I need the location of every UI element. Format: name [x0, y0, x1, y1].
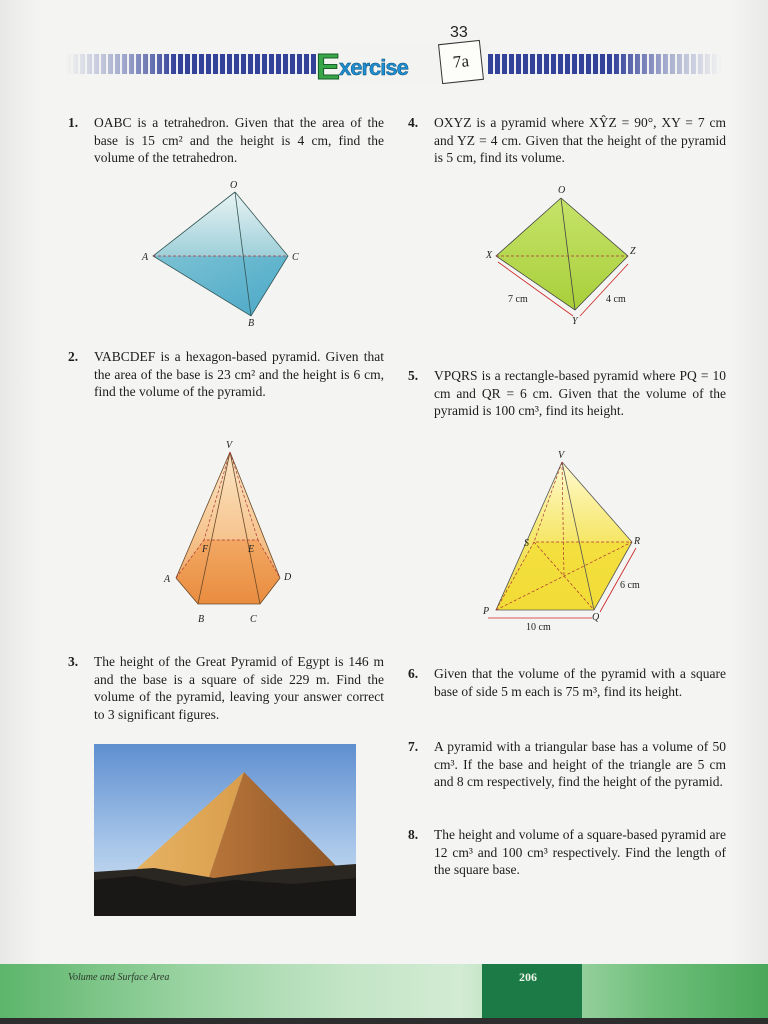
exercise-logo-e: E: [316, 46, 340, 87]
vertex-label-b: B: [198, 614, 205, 625]
exercise-number-tag: 7a: [438, 40, 484, 84]
exercise-logo: [316, 46, 408, 88]
vertex-label-e: E: [248, 544, 255, 555]
page-number: 206: [519, 970, 537, 984]
question-text: OABC is a tetrahedron. Given that the area of the base is 15 cm² and the height is 4 cm, find the volume of the tetrahedron.: [94, 115, 384, 165]
vertex-label-c: C: [292, 252, 299, 263]
vertex-label-a: A: [142, 252, 149, 263]
chapter-title: Volume and Surface Area: [68, 972, 170, 983]
question-number: 5.: [408, 368, 419, 383]
tetrahedron-diagram: [138, 180, 308, 330]
edge-label-yz: 4 cm: [606, 294, 626, 305]
vertex-label-f: F: [202, 544, 209, 555]
question-text: VPQRS is a rectangle-based pyramid where PQ = 10 cm and QR = 6 cm. Given that the volume of the pyramid is 100 cm³, find its height.: [434, 368, 726, 418]
vertex-label-o: O: [558, 185, 566, 196]
edge-label-pq: 10 cm: [526, 622, 551, 633]
rectangular-pyramid-diagram: [478, 448, 658, 638]
vertex-label-q: Q: [592, 612, 600, 623]
exercise-logo-word: xercise: [339, 55, 408, 80]
great-pyramid-image: [94, 744, 356, 916]
exercise-mark: 33: [450, 24, 468, 41]
vertex-label-y: Y: [572, 316, 578, 327]
triangular-pyramid-diagram: [478, 182, 658, 332]
vertex-label-d: D: [284, 572, 292, 583]
vertex-label-a: A: [164, 574, 171, 585]
question-number: 1.: [68, 115, 79, 130]
vertex-label-z: Z: [630, 246, 636, 257]
edge-label-xy: 7 cm: [508, 294, 528, 305]
question-text: The height and volume of a square-based pyramid are 12 cm³ and 100 cm³ respectively. Find the length of the square base.: [434, 827, 726, 877]
question-text: Given that the volume of the pyramid with a square base of side 5 m each is 75 m³, find its height.: [434, 666, 726, 699]
banner-fade-right: [612, 54, 722, 74]
vertex-label-v: V: [558, 450, 565, 461]
vertex-label-o: O: [230, 180, 238, 191]
vertex-label-p: P: [483, 606, 490, 617]
vertex-label-b: B: [248, 318, 255, 329]
edge-label-qr: 6 cm: [620, 580, 640, 591]
vertex-label-v: V: [226, 440, 233, 451]
question-text: OXYZ is a pyramid where XŶZ = 90°, XY = 7 cm and YZ = 4 cm. Given that the height of the pyramid is 5 cm, find its volume.: [434, 115, 726, 165]
question-number: 2.: [68, 349, 79, 364]
question-number: 7.: [408, 739, 419, 754]
question-number: 6.: [408, 666, 419, 681]
question-text: A pyramid with a triangular base has a volume of 50 cm³. If the base and height of the triangle are 5 cm and 8 cm respectively, find the height of the pyramid.: [434, 739, 726, 789]
vertex-label-c: C: [250, 614, 257, 625]
vertex-label-s: S: [524, 538, 529, 549]
banner-fade-left: [66, 54, 176, 74]
great-pyramid-photo: [94, 744, 356, 916]
question-number: 8.: [408, 827, 419, 842]
question-number: 3.: [68, 654, 79, 669]
page-bottom-edge: [0, 1018, 768, 1024]
vertex-label-x: X: [486, 250, 493, 261]
vertex-label-r: R: [634, 536, 641, 547]
question-text: VABCDEF is a hexagon-based pyramid. Given that the area of the base is 23 cm² and the height is 6 cm, find the volume of the pyramid.: [94, 349, 384, 399]
question-number: 4.: [408, 115, 419, 130]
question-text: The height of the Great Pyramid of Egypt is 146 m and the base is a square of side 229 m. Find the volume of the pyramid, leaving your answer correct to 3 significant figures.: [94, 654, 384, 722]
hexagonal-pyramid-diagram: [160, 440, 310, 630]
